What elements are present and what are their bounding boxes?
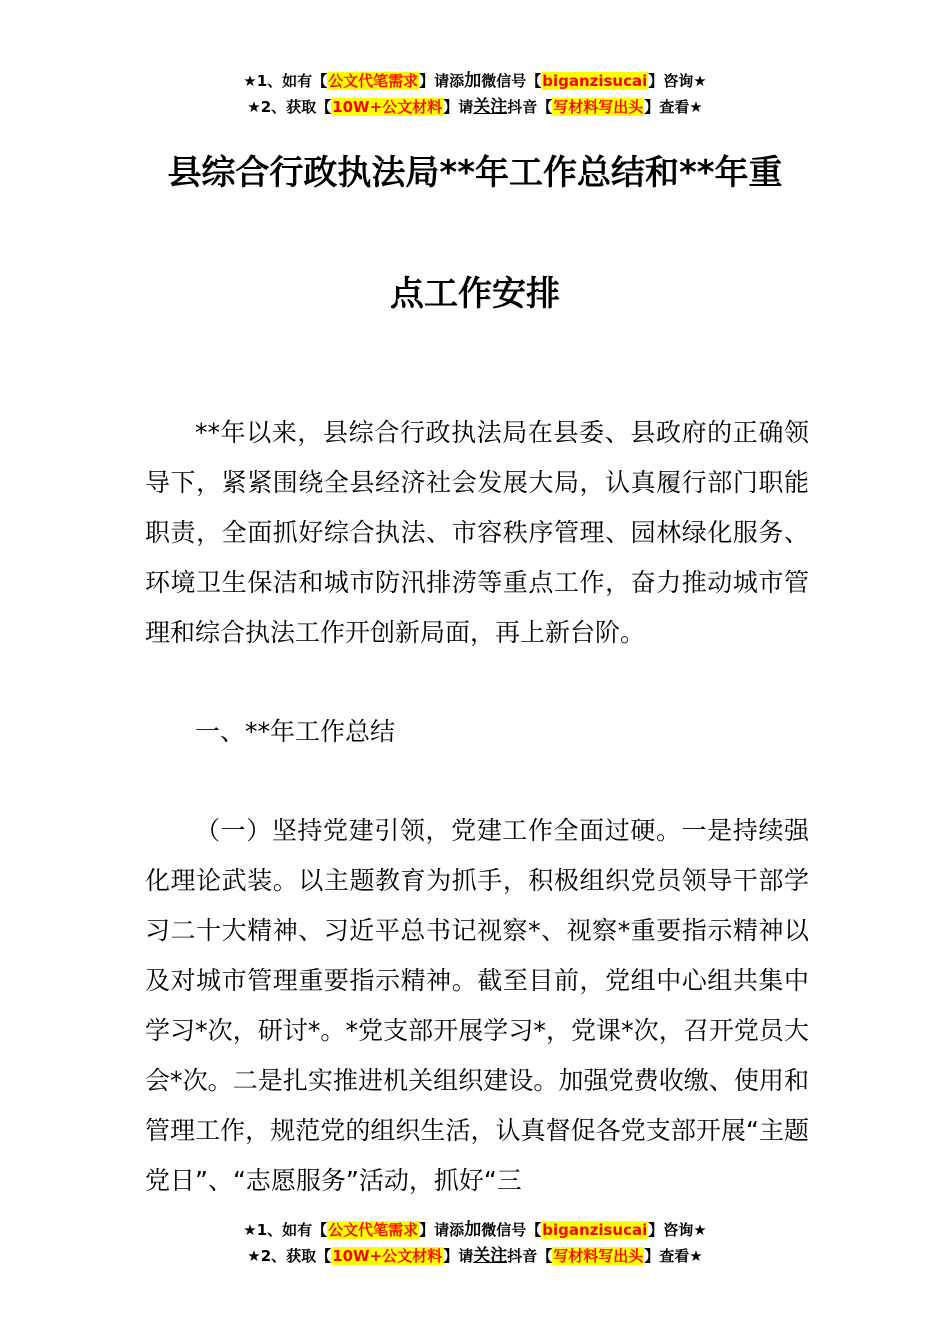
banner-line-2: ★2、获取【10W+公文材料】请关注抖音【写材料写出头】查看★	[247, 1246, 703, 1266]
document-title-line-1: 县综合行政执法局**年工作总结和**年重	[167, 153, 783, 193]
banner-highlight: biganzisucai	[542, 1221, 648, 1239]
banner-highlight: biganzisucai	[542, 72, 648, 90]
banner-highlight: 10W+公文材料	[332, 98, 443, 116]
paragraph-party-building: （一）坚持党建引领，党建工作全面过硬。一是持续强化理论武装。以主题教育为抓手，积极组织党员领导干部学习二十大精神、习近平总书记视察*、视察*重要指示精神以及对城市管理重要指示精神。截至目前，党组中心组共集中学习*次，研讨*。*党支部开展学习*，党课*次，召开党员大会*次。二是扎实推进机关组织建设。加强党费收缴、使用和管理工作，规范党的组织生活，认真督促各党支部开展“主题党日”、“志愿服务”活动，抓好“三	[145, 816, 809, 1195]
banner-highlight: 10W+公文材料	[332, 1247, 443, 1265]
banner-line-2: ★2、获取【10W+公文材料】请关注抖音【写材料写出头】查看★	[247, 97, 703, 117]
banner-highlight: 写材料写出头	[553, 98, 644, 116]
header-banner	[0, 68, 950, 120]
banner-line-1: ★1、如有【公文代笔需求】请添加微信号【biganzisucai】咨询★	[243, 1220, 707, 1240]
section-heading-1: 一、**年工作总结	[195, 717, 396, 746]
banner-highlight: 写材料写出头	[553, 1247, 644, 1265]
document-title-line-2: 点工作安排	[390, 274, 560, 314]
banner-line-1: ★1、如有【公文代笔需求】请添加微信号【biganzisucai】咨询★	[243, 71, 707, 91]
footer-banner	[0, 1217, 950, 1269]
banner-highlight: 公文代笔需求	[328, 1221, 419, 1239]
banner-highlight: 公文代笔需求	[328, 72, 419, 90]
paragraph-intro: **年以来，县综合行政执法局在县委、县政府的正确领导下，紧紧围绕全县经济社会发展大局，认真履行部门职能职责，全面抓好综合执法、市容秩序管理、园林绿化服务、环境卫生保洁和城市防汛排涝等重点工作，奋力推动城市管理和综合执法工作开创新局面，再上新台阶。	[145, 418, 809, 647]
